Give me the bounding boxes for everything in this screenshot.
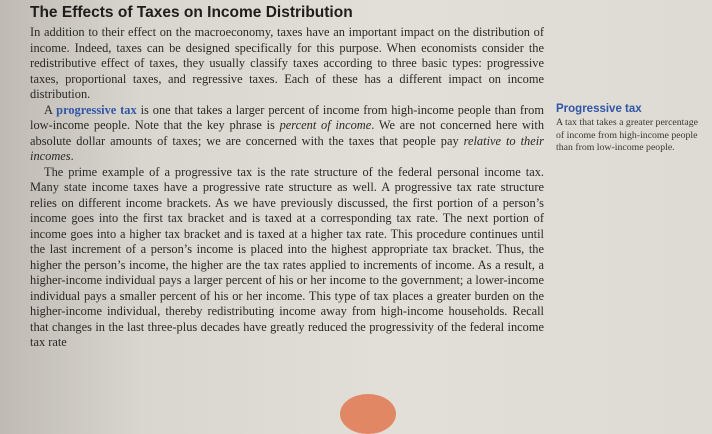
p2-pre: A (44, 102, 57, 117)
p2-end: . (70, 149, 74, 163)
section-heading: The Effects of Taxes on Income Distribution (30, 4, 353, 21)
margin-definition (556, 103, 712, 155)
body-text (30, 25, 544, 351)
p2-emphasis-2: relative to their incomes (30, 133, 544, 163)
paragraph-3: The prime example of a progressive tax is the rate structure of the federal personal income tax. Many state income taxes have a progressive rate structure as well. A progressive tax rate structure relies on different income brackets. As we have previously discussed, the first portion of a person’s income goes into the first tax bracket and is taxed at a corresponding tax rate. The next portion of income goes into a higher tax bracket and is taxed at a higher tax rate. This procedure continues until the last increment of a person’s income is placed into the highest appropriate tax bracket. Thus, the higher the person’s income, the higher are the tax rates applied to increments of income. As a result, a higher-income individual pays a larger percent of his or her income to the government; a lower-income individual pays a smaller percent of his or her income. This type of tax places a greater burden on the higher-income individual, thereby redistributing income away from high-income households. Recall that changes in the last three-plus decades have greatly reduced the progressivity of the federal income tax rate (30, 164, 544, 349)
p2-mid1: is one that takes a larger percent of income from high-income people than from low-income people. Note that the key phrase is (30, 102, 544, 132)
margin-definition-text: A tax that takes a greater percentage of income from high-income people than from low-income people. (556, 117, 698, 153)
margin-term: Progressive tax (556, 103, 642, 115)
keyword-progressive-tax: progressive tax (56, 102, 137, 117)
paragraph-1: In addition to their effect on the macroeconomy, taxes have an important impact on the distribution of income. Indeed, taxes can be designed specifically for this purpose. When economists consider the redistributive effect of taxes, they usually classify taxes according to three basic types: progressive taxes, proportional taxes, and regressive taxes. Each of these has a different impact on income distribution. (30, 25, 544, 101)
finger-blur (340, 394, 396, 434)
p2-emphasis-1: percent of income (279, 118, 372, 132)
p2-mid2: . We are not concerned here with absolute dollar amounts of taxes; we are concerned with the taxes that people pay (30, 118, 545, 148)
paragraph-2 (30, 103, 544, 165)
